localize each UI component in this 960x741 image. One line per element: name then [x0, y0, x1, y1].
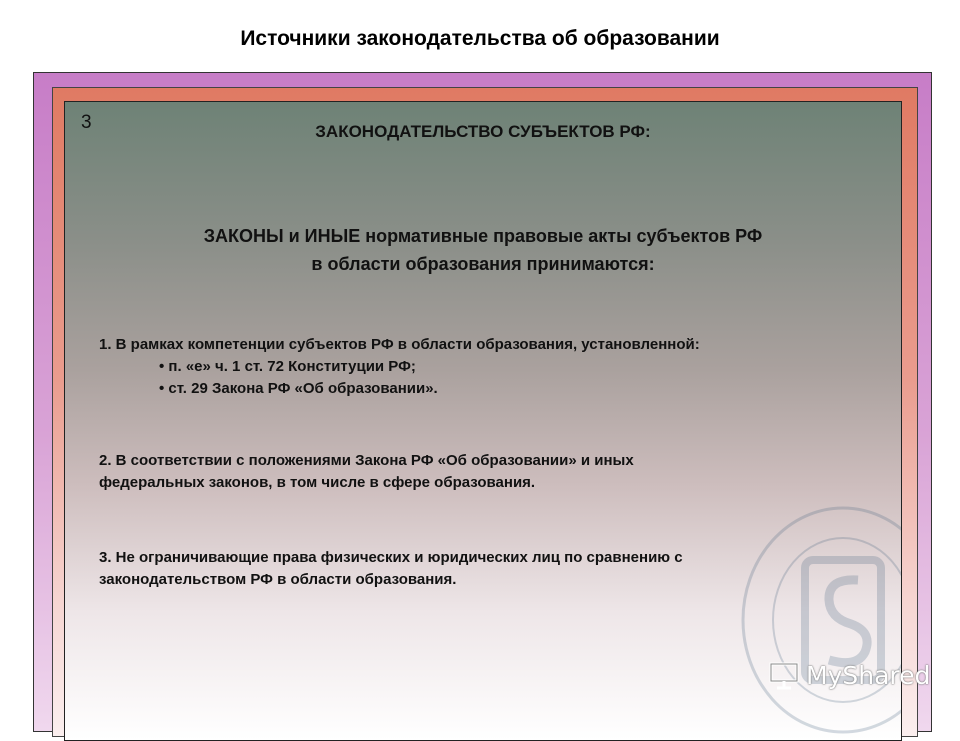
- bullet-item-1: • п. «е» ч. 1 ст. 72 Конституции РФ;: [159, 356, 879, 378]
- myshared-logo-text: MyShared: [806, 660, 931, 690]
- bullet-item-2: • ст. 29 Закона РФ «Об образовании».: [159, 378, 879, 400]
- slide-number: 3: [81, 112, 92, 133]
- presentation-icon: [768, 659, 800, 691]
- myshared-logo: [768, 657, 930, 693]
- subheading-line-1: ЗАКОНЫ и ИНЫЕ нормативные правовые акты субъектов РФ: [203, 226, 763, 246]
- list-item-2: [99, 450, 879, 494]
- list-item-2-line-2: федеральных законов, в том числе в сфере образования.: [99, 474, 536, 491]
- list-item-1: [99, 334, 879, 400]
- list-item-2-line-1: 2. В соответствии с положениями Закона РФ «Об образовании» и иных: [99, 452, 634, 469]
- subheading-line-2: в области образования принимаются:: [311, 254, 655, 274]
- page-title: Источники законодательства об образовании: [240, 27, 720, 50]
- bullet-list: [99, 356, 879, 400]
- list-item-3-line-2: законодательством РФ в области образования.: [99, 571, 457, 588]
- slide-subheading: [65, 222, 901, 278]
- emblem-watermark-icon: [733, 500, 902, 740]
- slide-panel: [64, 101, 902, 741]
- list-item-3-line-1: 3. Не ограничивающие права физических и юридических лиц по сравнению с: [99, 549, 683, 566]
- list-item-1-text: 1. В рамках компетенции субъектов РФ в области образования, установленной:: [99, 336, 700, 353]
- slide-heading: ЗАКОНОДАТЕЛЬСТВО СУБЪЕКТОВ РФ:: [315, 122, 651, 141]
